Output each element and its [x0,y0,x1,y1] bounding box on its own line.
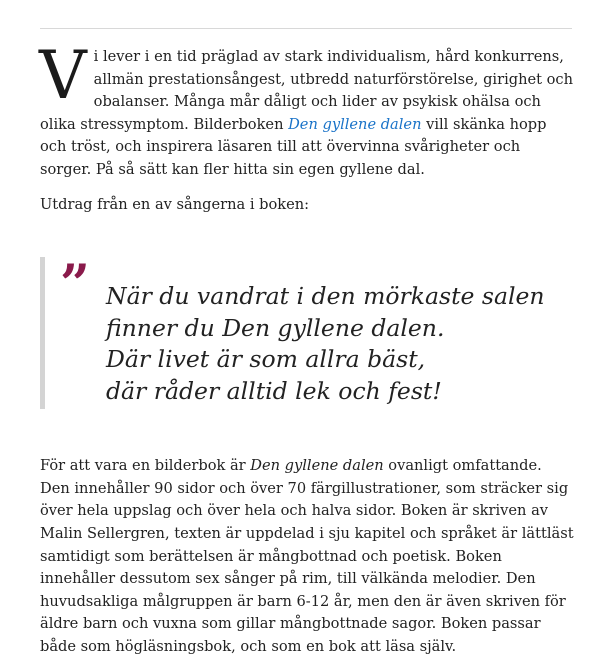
description-text-start: För att vara en bilderbok är [40,457,251,475]
description-text-end: ovanligt omfattande. Den innehåller 90 sidor och över 70 färgillustrationer, som sträcker sig över hela uppslag och över hela och halva sidor. Boken är skriven av Malin Sellergren, texten är uppdelad i sju kapitel och språket är lättläst samtidigt som berättelsen är mångbottnad och poetisk. Boken innehåller dessutom sex sånger på rim, till välkända melodier. Den huvudsakliga målgruppen är barn 6-12 år, men den är även skriven för äldre barn och vuxna som gillar mångbottnade sagor. Boken passar både som högläsningsbok, och som en bok att läsa själv. [40,457,574,655]
excerpt-intro-text: Utdrag från en av sångerna i boken: [40,195,310,213]
intro-text-end: vill skänka hopp och tröst, och inspirera läsaren till att övervinna svårigheter och sorger. På så sätt kan fler hitta sin egen gyllene dal. [40,115,547,178]
description-paragraph [40,455,574,658]
quote-line: När du vandrat i den mörkaste salen [106,282,545,311]
quote-text [106,281,566,407]
top-divider [40,28,572,29]
drop-cap: V [39,37,87,114]
book-title-italic: Den gyllene dalen [250,457,384,475]
song-quote-block [40,254,574,408]
quote-line: Där livet är som allra bäst, [106,345,426,374]
quote-bar [40,257,45,409]
quote-mark-icon: ” [60,254,90,316]
quote-line: där råder alltid lek och fest! [106,376,442,405]
intro-paragraph [39,37,574,182]
book-title-link[interactable]: Den gyllene dalen [288,115,422,133]
article-body [39,37,574,659]
intro-text-start: i lever i en tid präglad av stark individualism, hård konkurrens, allmän prestationsångest, utbredd naturförstörelse, girighet och obalanser. Många mår dåligt och lider av psykisk ohälsa och olika stressymptom. Bilderboken [40,48,573,133]
quote-line: finner du Den gyllene dalen. [106,313,445,342]
